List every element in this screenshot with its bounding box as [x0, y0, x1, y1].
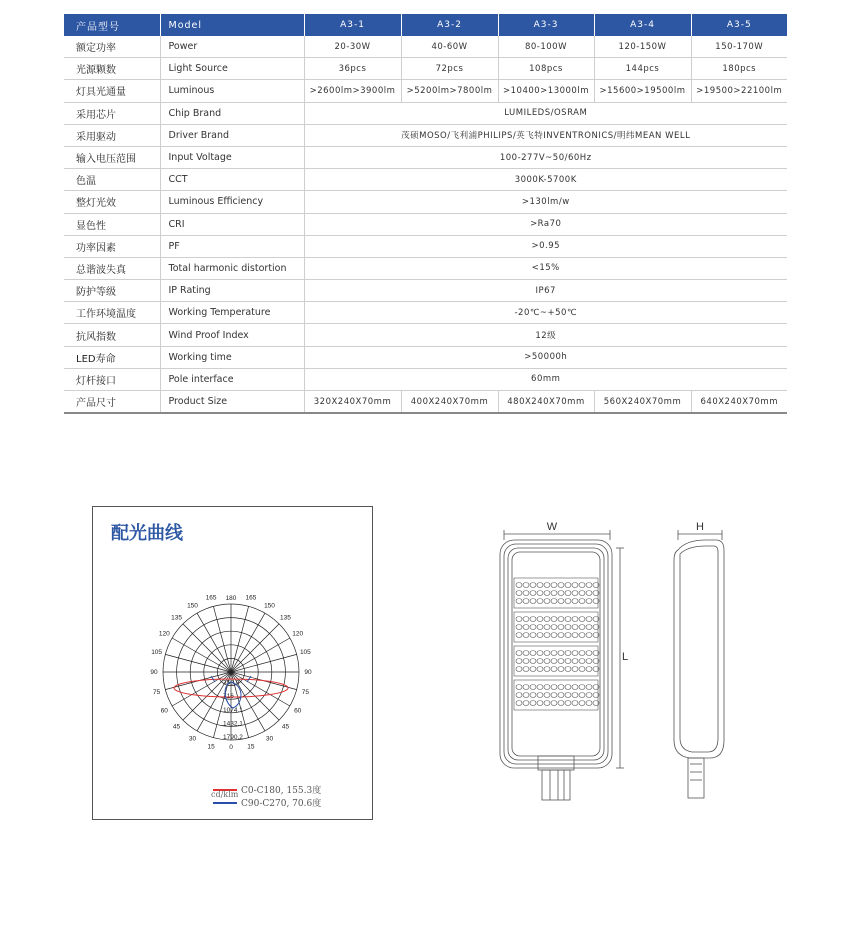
- row-label-en: Luminous: [160, 80, 304, 102]
- led-lens: [530, 583, 536, 588]
- led-lens: [523, 685, 529, 690]
- table-row: [64, 280, 787, 302]
- led-lens: [586, 659, 592, 664]
- led-lens: [565, 701, 571, 706]
- led-lens: [586, 701, 592, 706]
- led-lens: [586, 693, 592, 698]
- led-lens: [551, 701, 557, 706]
- row-label-cn: 显色性: [64, 213, 160, 235]
- row-label-en: Product Size: [160, 391, 304, 414]
- value-cell: 480X240X70mm: [498, 391, 594, 414]
- angle-label: 105: [151, 649, 163, 657]
- value-cell: 20-30W: [304, 36, 401, 58]
- table-row: [64, 146, 787, 168]
- led-lens: [558, 659, 564, 664]
- table-row: [64, 191, 787, 213]
- led-lens: [537, 693, 543, 698]
- legend-label: C90-C270, 70.6度: [241, 799, 322, 809]
- led-lens: [516, 633, 522, 638]
- led-lens: [579, 591, 585, 596]
- led-lens: [544, 701, 550, 706]
- dimension-drawing: [490, 520, 810, 810]
- angle-label: 150: [264, 602, 275, 610]
- angle-label: 180: [225, 595, 237, 602]
- value-cell-merged: >Ra70: [304, 213, 787, 235]
- angle-label: 165: [245, 594, 257, 602]
- angle-label: 120: [292, 630, 304, 638]
- led-lens: [558, 625, 564, 630]
- row-label-cn: 工作环境温度: [64, 302, 160, 324]
- radial-label: 716: [223, 693, 234, 701]
- led-lens: [579, 651, 585, 656]
- led-lens: [558, 693, 564, 698]
- angle-label: 135: [280, 614, 291, 622]
- row-label-cn: 总谐波失真: [64, 257, 160, 279]
- led-lens: [586, 591, 592, 596]
- angle-label: 15: [247, 743, 255, 751]
- led-lens: [579, 599, 585, 604]
- polar-spoke: [231, 613, 265, 672]
- polar-spoke: [231, 654, 297, 672]
- led-lens: [537, 667, 543, 672]
- led-lens: [572, 633, 578, 638]
- table-row: [64, 346, 787, 368]
- value-cell: 80-100W: [498, 36, 594, 58]
- angle-label: 30: [265, 735, 274, 743]
- row-label-en: IP Rating: [160, 280, 304, 302]
- led-lens: [523, 633, 529, 638]
- led-lens: [516, 667, 522, 672]
- radial-label: 1074.1: [223, 706, 243, 714]
- led-lens: [551, 591, 557, 596]
- angle-label: 90: [150, 669, 158, 676]
- angle-label: 90: [304, 669, 312, 676]
- value-cell: 150-170W: [691, 36, 787, 58]
- led-lens: [544, 599, 550, 604]
- led-lens: [516, 693, 522, 698]
- led-lens: [544, 591, 550, 596]
- row-label-en: Pole interface: [160, 368, 304, 390]
- led-lens: [586, 633, 592, 638]
- led-lens: [565, 617, 571, 622]
- row-label-en: CRI: [160, 213, 304, 235]
- table-row: [64, 102, 787, 124]
- angle-label: 165: [205, 594, 217, 602]
- led-lens: [558, 583, 564, 588]
- led-lens: [551, 685, 557, 690]
- light-distribution-panel: [92, 506, 373, 820]
- width-label: W: [546, 521, 558, 533]
- row-label-en: Total harmonic distortion: [160, 257, 304, 279]
- led-lens: [537, 625, 543, 630]
- row-label-en: Wind Proof Index: [160, 324, 304, 346]
- length-label: L: [622, 651, 629, 663]
- polar-spoke: [172, 638, 231, 672]
- row-label-cn: 灯杆接口: [64, 368, 160, 390]
- led-lens: [516, 651, 522, 656]
- led-lens: [530, 693, 536, 698]
- led-lens: [579, 633, 585, 638]
- led-lens: [572, 625, 578, 630]
- led-lens: [530, 591, 536, 596]
- header-cell: Model: [160, 14, 304, 36]
- led-lens: [551, 599, 557, 604]
- angle-label: 120: [158, 630, 170, 638]
- led-lens: [558, 591, 564, 596]
- led-lens: [558, 617, 564, 622]
- value-cell: 108pcs: [498, 58, 594, 80]
- table-row: [64, 235, 787, 257]
- value-cell-merged: >50000h: [304, 346, 787, 368]
- row-label-en: Input Voltage: [160, 146, 304, 168]
- polar-spoke: [213, 606, 231, 672]
- led-lens: [544, 667, 550, 672]
- side-view: [674, 530, 724, 798]
- led-lens: [551, 633, 557, 638]
- value-cell-merged: IP67: [304, 280, 787, 302]
- led-lens: [579, 625, 585, 630]
- value-cell-merged: 100-277V~50/60Hz: [304, 146, 787, 168]
- led-lens: [586, 617, 592, 622]
- led-lens: [586, 685, 592, 690]
- row-label-en: Working time: [160, 346, 304, 368]
- led-lens: [572, 667, 578, 672]
- row-label-en: PF: [160, 235, 304, 257]
- led-lens: [572, 651, 578, 656]
- led-lens: [565, 591, 571, 596]
- value-cell: >19500>22100lm: [691, 80, 787, 102]
- row-label-cn: 额定功率: [64, 36, 160, 58]
- led-lens: [523, 625, 529, 630]
- led-lens: [544, 633, 550, 638]
- angle-label: 30: [188, 735, 197, 743]
- row-label-cn: LED寿命: [64, 346, 160, 368]
- row-label-en: Power: [160, 36, 304, 58]
- led-lens: [537, 651, 543, 656]
- row-label-cn: 灯具光通量: [64, 80, 160, 102]
- led-lens: [537, 633, 543, 638]
- radial-label: 358.9: [223, 679, 240, 687]
- led-lens: [579, 659, 585, 664]
- led-lens: [523, 667, 529, 672]
- row-label-en: CCT: [160, 169, 304, 191]
- polar-spoke: [165, 654, 231, 672]
- curve-unit: cd/klm: [211, 790, 239, 799]
- led-lens: [586, 599, 592, 604]
- led-lens: [565, 633, 571, 638]
- polar-spoke: [183, 624, 231, 672]
- led-lens: [558, 701, 564, 706]
- value-cell-merged: >130lm/w: [304, 191, 787, 213]
- led-lens: [523, 599, 529, 604]
- value-cell: 120-150W: [594, 36, 691, 58]
- led-lens: [586, 583, 592, 588]
- front-view: [500, 530, 624, 800]
- polar-spoke: [172, 672, 231, 706]
- value-cell: 400X240X70mm: [401, 391, 498, 414]
- value-cell: 40-60W: [401, 36, 498, 58]
- value-cell: 72pcs: [401, 58, 498, 80]
- led-lens: [544, 625, 550, 630]
- radial-label: 1790.2: [223, 734, 243, 741]
- value-cell: 560X240X70mm: [594, 391, 691, 414]
- header-cell: A3-3: [498, 14, 594, 36]
- table-row: [64, 257, 787, 279]
- led-lens: [586, 667, 592, 672]
- led-lens: [558, 599, 564, 604]
- led-lens: [530, 599, 536, 604]
- led-lens: [551, 583, 557, 588]
- led-lens: [572, 701, 578, 706]
- angle-label: 15: [207, 743, 215, 751]
- legend-label: C0-C180, 155.3度: [241, 786, 322, 796]
- polar-spoke: [197, 613, 231, 672]
- led-lens: [523, 583, 529, 588]
- value-cell-merged: -20℃~+50℃: [304, 302, 787, 324]
- table-row: [64, 391, 787, 414]
- row-label-en: Chip Brand: [160, 102, 304, 124]
- value-cell-merged: LUMILEDS/OSRAM: [304, 102, 787, 124]
- row-label-cn: 功率因素: [64, 235, 160, 257]
- row-label-en: Light Source: [160, 58, 304, 80]
- led-lens: [565, 583, 571, 588]
- led-lens: [551, 693, 557, 698]
- led-lens: [523, 693, 529, 698]
- led-lens: [572, 617, 578, 622]
- led-lens: [579, 667, 585, 672]
- led-lens: [558, 685, 564, 690]
- value-cell-merged: 茂硕MOSO/飞利浦PHILIPS/英飞特INVENTRONICS/明纬MEAN WELL: [304, 124, 787, 146]
- led-lens: [530, 667, 536, 672]
- led-lens: [516, 701, 522, 706]
- led-lens: [537, 701, 543, 706]
- led-lens: [586, 625, 592, 630]
- led-lens: [565, 659, 571, 664]
- value-cell-merged: >0.95: [304, 235, 787, 257]
- row-label-cn: 输入电压范围: [64, 146, 160, 168]
- led-lens: [523, 617, 529, 622]
- value-cell: 320X240X70mm: [304, 391, 401, 414]
- table-header-row: [64, 14, 787, 36]
- led-lens: [523, 651, 529, 656]
- table-row: [64, 368, 787, 390]
- led-lens: [523, 591, 529, 596]
- header-cell: A3-4: [594, 14, 691, 36]
- led-lens: [558, 651, 564, 656]
- table-row: [64, 324, 787, 346]
- radial-label: 1432.1: [223, 720, 243, 728]
- angle-label: 0: [229, 744, 233, 751]
- table-row: [64, 80, 787, 102]
- led-lens: [530, 685, 536, 690]
- led-lens: [565, 599, 571, 604]
- polar-diagram: [93, 507, 374, 821]
- row-label-en: Working Temperature: [160, 302, 304, 324]
- led-lens: [572, 583, 578, 588]
- value-cell: 36pcs: [304, 58, 401, 80]
- angle-label: 75: [301, 688, 309, 696]
- table-row: [64, 36, 787, 58]
- polar-spoke: [231, 638, 290, 672]
- value-cell-merged: 60mm: [304, 368, 787, 390]
- led-lens: [572, 685, 578, 690]
- led-lens: [579, 583, 585, 588]
- led-lens: [544, 617, 550, 622]
- led-lens: [530, 625, 536, 630]
- led-lens: [530, 651, 536, 656]
- led-lens: [516, 685, 522, 690]
- led-lens: [544, 651, 550, 656]
- led-lens: [565, 693, 571, 698]
- angle-label: 75: [153, 688, 161, 696]
- value-cell: >10400>13000lm: [498, 80, 594, 102]
- led-lens: [516, 599, 522, 604]
- table-row: [64, 169, 787, 191]
- led-lens: [579, 693, 585, 698]
- led-lens: [537, 659, 543, 664]
- row-label-cn: 色温: [64, 169, 160, 191]
- angle-label: 135: [171, 614, 182, 622]
- value-cell: 144pcs: [594, 58, 691, 80]
- header-cell: A3-1: [304, 14, 401, 36]
- led-lens: [530, 617, 536, 622]
- value-cell: >5200lm>7800lm: [401, 80, 498, 102]
- value-cell: 640X240X70mm: [691, 391, 787, 414]
- led-lens: [516, 591, 522, 596]
- led-lens: [530, 701, 536, 706]
- led-modules: [514, 578, 599, 710]
- value-cell-merged: 3000K-5700K: [304, 169, 787, 191]
- led-lens: [516, 659, 522, 664]
- led-lens: [530, 659, 536, 664]
- header-cell: A3-2: [401, 14, 498, 36]
- led-lens: [544, 583, 550, 588]
- led-lens: [523, 659, 529, 664]
- led-lens: [565, 651, 571, 656]
- led-lens: [544, 659, 550, 664]
- row-label-cn: 光源颗数: [64, 58, 160, 80]
- angle-label: 150: [187, 602, 198, 610]
- row-label-en: Driver Brand: [160, 124, 304, 146]
- value-cell-merged: <15%: [304, 257, 787, 279]
- row-label-cn: 抗风指数: [64, 324, 160, 346]
- value-cell: 180pcs: [691, 58, 787, 80]
- led-lens: [558, 667, 564, 672]
- header-cell: 产品型号: [64, 14, 160, 36]
- height-label: H: [696, 521, 704, 533]
- led-lens: [551, 659, 557, 664]
- led-lens: [516, 583, 522, 588]
- angle-label: 60: [160, 707, 168, 715]
- led-lens: [544, 685, 550, 690]
- led-lens: [551, 667, 557, 672]
- led-lens: [572, 693, 578, 698]
- led-lens: [579, 685, 585, 690]
- led-lens: [537, 599, 543, 604]
- row-label-cn: 产品尺寸: [64, 391, 160, 414]
- led-lens: [530, 633, 536, 638]
- led-lens: [523, 701, 529, 706]
- led-lens: [516, 625, 522, 630]
- angle-label: 45: [172, 723, 181, 731]
- row-label-cn: 整灯光效: [64, 191, 160, 213]
- led-lens: [551, 617, 557, 622]
- value-cell: >15600>19500lm: [594, 80, 691, 102]
- table-row: [64, 58, 787, 80]
- polar-spoke: [231, 606, 249, 672]
- led-lens: [558, 633, 564, 638]
- led-lens: [579, 617, 585, 622]
- led-lens: [544, 693, 550, 698]
- led-lens: [551, 625, 557, 630]
- led-lens: [565, 685, 571, 690]
- led-lens: [565, 667, 571, 672]
- led-lens: [586, 651, 592, 656]
- header-cell: A3-5: [691, 14, 787, 36]
- row-label-cn: 采用芯片: [64, 102, 160, 124]
- led-lens: [572, 599, 578, 604]
- led-lens: [579, 701, 585, 706]
- led-lens: [537, 591, 543, 596]
- angle-label: 60: [294, 707, 302, 715]
- row-label-cn: 防护等级: [64, 280, 160, 302]
- row-label-cn: 采用驱动: [64, 124, 160, 146]
- led-lens: [572, 659, 578, 664]
- legend-swatch-blue: [213, 802, 237, 804]
- led-lens: [537, 685, 543, 690]
- value-cell: >2600lm>3900lm: [304, 80, 401, 102]
- polar-spoke: [231, 624, 279, 672]
- led-lens: [537, 617, 543, 622]
- led-lens: [551, 651, 557, 656]
- led-lens: [537, 583, 543, 588]
- led-lens: [565, 625, 571, 630]
- table-row: [64, 124, 787, 146]
- led-lens: [516, 617, 522, 622]
- spec-table: [64, 14, 787, 414]
- table-row: [64, 213, 787, 235]
- curve-title: 配光曲线: [111, 523, 183, 544]
- table-row: [64, 302, 787, 324]
- row-label-en: Luminous Efficiency: [160, 191, 304, 213]
- angle-label: 105: [299, 649, 311, 657]
- led-lens: [572, 591, 578, 596]
- value-cell-merged: 12级: [304, 324, 787, 346]
- angle-label: 45: [281, 723, 290, 731]
